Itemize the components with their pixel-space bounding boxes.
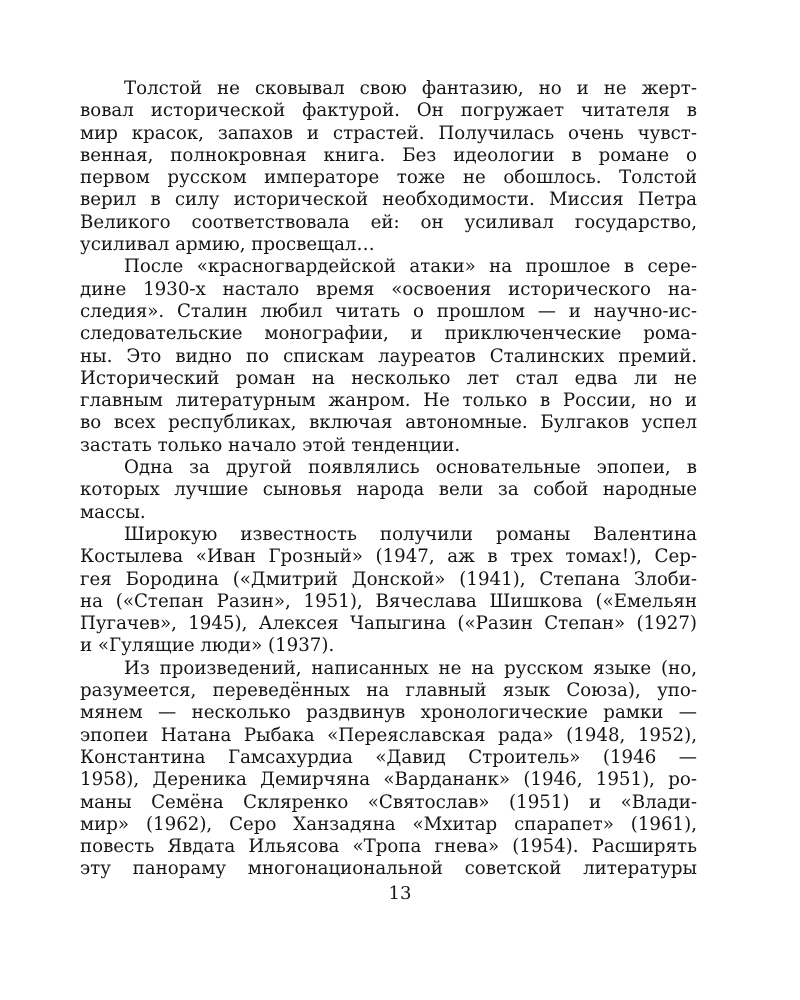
text-line: эпопеи Натана Рыбака «Переяславская рада» (1948, 1952), [80, 724, 697, 746]
text-line: 1958), Дереника Демирчяна «Вардананк» (1946, 1951), ро- [80, 769, 697, 791]
text-line: гея Бородина («Дмитрий Донской» (1941), Степана Злоби- [80, 568, 697, 590]
paragraph-3 [80, 457, 697, 524]
text-line: Из произведений, написанных не на русском языке (но, [124, 657, 697, 679]
text-line: вовал исторической фактурой. Он погружает читателя в [80, 100, 697, 122]
text-line: Исторический роман на несколько лет стал едва ли не [80, 367, 697, 389]
text-line: Пугачев», 1945), Алексея Чапыгина («Разин Степан» (1927) [80, 613, 697, 635]
text-line: усиливал армию, просвещал… [80, 234, 375, 256]
text-line: мянем — несколько раздвинув хронологические рамки — [80, 702, 697, 724]
text-line: Костылева «Иван Грозный» (1947, аж в трех томах!), Сер- [80, 546, 697, 568]
text-line: Толстой не сковывал свою фантазию, но и не жерт- [124, 78, 697, 99]
text-line: на («Степан Разин», 1951), Вячеслава Шишкова («Емельян [80, 590, 697, 612]
text-line: Великого соответствовала ей: он усиливал государство, [80, 211, 697, 233]
text-line: Одна за другой появлялись основательные эпопеи, в [124, 457, 697, 479]
text-line: Широкую известность получили романы Валентина [124, 523, 697, 545]
text-line: главным литературным жанром. Не только в России, но и [80, 390, 697, 412]
text-line: следия». Сталин любил читать о прошлом — и научно-ис- [80, 300, 697, 322]
text-line: После «красногвардейской атаки» на прошлое в сере- [124, 256, 697, 278]
text-line: верил в силу исторической необходимости. Миссия Петра [80, 189, 697, 211]
text-line: ны. Это видно по спискам лауреатов Сталинских премий. [80, 345, 697, 367]
paragraph-5 [80, 658, 697, 881]
text-line: эту панораму многонациональной советской литературы [80, 858, 697, 880]
text-line: мир» (1962), Серо Ханзадяна «Мхитар спарапет» (1961), [80, 813, 697, 835]
text-line: Константина Гамсахурдиа «Давид Строитель» (1946 — [80, 746, 697, 768]
paragraph-1 [80, 78, 697, 256]
page-number: 13 [388, 883, 412, 904]
text-line: повесть Явдата Ильясова «Тропа гнева» (1954). Расширять [80, 836, 697, 858]
text-line: застать только начало этой тенденции. [80, 434, 461, 456]
text-line: венная, полнокровная книга. Без идеологии в романе о [80, 144, 697, 166]
text-line: первом русском императоре тоже не обошлось. Толстой [80, 167, 697, 189]
paragraph-2 [80, 256, 697, 457]
page-text-body [80, 78, 697, 881]
text-line: которых лучшие сыновья народа вели за собой народные [80, 479, 697, 501]
text-line: во всех республиках, включая автономные. Булгаков успел [80, 412, 697, 434]
paragraph-4 [80, 524, 697, 658]
text-line: разумеется, переведённых на главный язык Союза), упо- [80, 680, 697, 702]
text-line: массы. [80, 501, 146, 523]
text-line: дине 1930-х настало время «освоения исторического на- [80, 278, 697, 300]
text-line: маны Семёна Скляренко «Святослав» (1951) и «Влади- [80, 791, 697, 813]
text-line: мир красок, запахов и страстей. Получилась очень чувст- [80, 122, 697, 144]
text-line: следовательские монографии, и приключенческие рома- [80, 323, 697, 345]
text-line: и «Гулящие люди» (1937). [80, 635, 335, 657]
